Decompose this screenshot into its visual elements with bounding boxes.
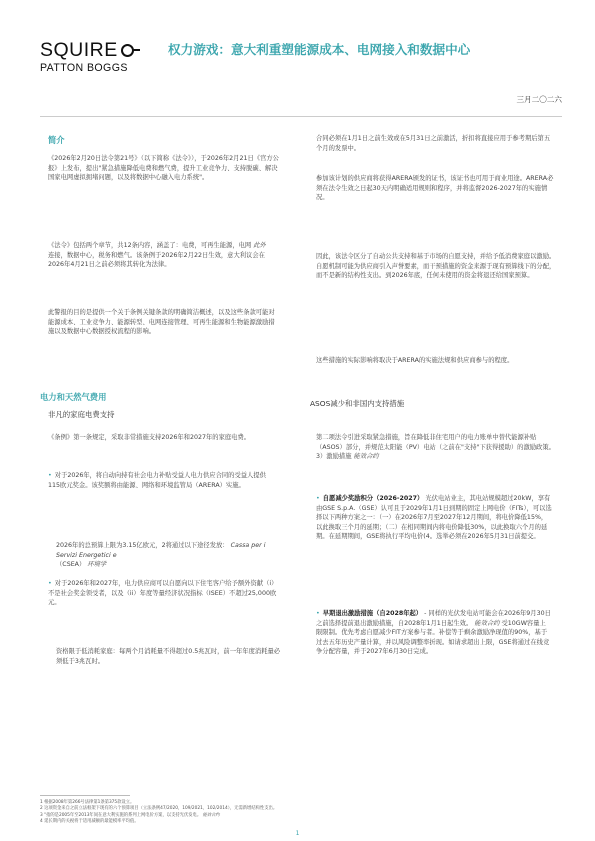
asos-bullet-1 — [316, 494, 552, 542]
power-p2-italic-2: 环境学 — [87, 561, 107, 569]
right-paragraph-4: 这些措施的实际影响将取决于ARERA的实施法规和供应商参与的程度。 — [316, 357, 514, 364]
power-bullet-2 — [48, 579, 280, 608]
asos-bullet-1-text: 光伏电站业主，其电站规模超过20kW，享有由GSE S.p.A.（GSE）认可且于2029年1月1日到期的固定上网电价（FITs），可以选择以下两种方案之一：（一）在2026年7月至2027年12月期间，将电价降低15%，以此换取三个月的延期；（二）在相同期间内将电价降低30%，以此换取六个月的延期。在延期期间，GSE将执行平均电价(4。选举必须在2026年5月31日前提交。 — [316, 495, 552, 541]
right-paragraph-2: 参加该计划的供应商将获得ARERA颁发的证书，该证书也可用于商业用途。ARERA必须在法令生效之日起30天内明确适用规则和程序，并将监督2026-2027年的实施情况。 — [316, 175, 554, 202]
power-bullet-2-text: 对于2026年和2027年，电力供应商可以自愿向以下住宅客户给予额外资献（i）不是社会奖金领受者，以及（ii）年度等量经济状况指标（ISEE）不超过25,000欧元。 — [48, 580, 278, 607]
asos-bullet-2-italic: 能效合约 — [474, 619, 500, 627]
footnote-3-italic: 能效合约 — [202, 812, 220, 818]
footnotes — [40, 800, 540, 826]
asos-p1-text: 第二项法令引进采取紧急措施，旨在降低非住宅用户的电力账单中替代能源补贴（ASOS）部分，并规范太阳能（PV）电站（之前在"支持"下获得援助）的激励政策。3）激励措施 — [316, 434, 555, 461]
logo-line2: PATTON BOGGS — [40, 62, 128, 74]
asos-p1-italic: 能效合约 — [353, 453, 379, 461]
asos-bullet-1-title: 自愿减少奖励积分（2026-2027） — [322, 495, 424, 502]
right-paragraph-1: 合同必须在1月1日之前生效或在5月31日之前激活，折扣将直接应用于参考期后第五个月的发票中。 — [316, 135, 551, 152]
page-number: 1 — [295, 830, 300, 837]
asos-bullet-2-text-b: 受10GW容量上限限制。优先考虑自愿减少FIT方案参与者。补偿等于剩余激励净现值的90%，基于过去五年历史产量计算，并以风险调整率折现。如请求超出上限，GSE将通过在线竞争分配容量，并于2027年6月30日完成。 — [316, 619, 550, 656]
footnote-2: 2 这项资金来自之前立法框架下现有的六个预算项目（立法条例47/2020，109/2021，102/2014），无需新增结构性支出。 — [40, 806, 278, 812]
power-paragraph-3: 资格限于低消耗家庭：每两个月消耗量不得超过0.5兆瓦时，前一年年度消耗量必须低于3兆瓦时。 — [56, 648, 281, 665]
intro-p2-italic: 此外 — [253, 242, 266, 249]
heading-power-gas: 电力和天然气费用 — [40, 392, 107, 402]
intro-paragraph-1: 《2026年2月20日法令第21号》（以下简称《法令》），于2026年2月21日《官方公报》上发布，提出"紧急措施降低电费和燃气费，提升工业竞争力、支持脱碳、解决国家电网虚拟拥堵问题，以及将数据中心融入电力系统"。 — [48, 155, 279, 182]
power-p2-italic: Cassa per i Servizi Energetici e — [56, 542, 266, 559]
intro-p2-text-b: 连接，数据中心，税务和燃气。该条例于2026年2月22日生效，意大利议会在2026年4月21日之前必须将其转化为法律。 — [48, 251, 265, 269]
asos-bullet-2 — [316, 609, 552, 657]
asos-bullet-2-text-a: - 同样的光伏发电站可能会在2026年9月30日之前选择提前退出激励措施，自2028年1月1日起生效。 — [316, 610, 551, 627]
bullet-icon: • — [48, 580, 52, 587]
intro-p2-text-a: 《法令》包括两个章节，共12条内容，涵盖了：电费，可再生能源，电网 — [48, 242, 252, 249]
bullet-icon: • — [316, 610, 320, 617]
bullet-icon: • — [48, 472, 52, 479]
intro-paragraph-2 — [48, 241, 280, 270]
power-bullet-1-text: 对于2026年，将自动向持有社会电力补贴受益人电力供应合同的受益人提供115欧元奖金。该奖额将由能源、网络和环境监管局（ARERA）实施。 — [48, 472, 266, 489]
power-p2-text-b: （CSEA） — [56, 561, 86, 569]
intro-paragraph-3: 此警报的目的是提供一个关于条例关键条款的明确简洁概述，以及这些条款可能对能源成本、工业竞争力、能源转型、电网连接管理、可再生能源和生物能源激励措施以及数据中心数据授权流程的影响。 — [48, 309, 275, 336]
firm-logo — [40, 40, 160, 74]
power-paragraph-1: 《条例》第一条规定，采取非常措施支持2026年和2027年的家庭电费。 — [48, 434, 251, 441]
subheading-household: 非凡的家庭电费支持 — [48, 410, 115, 419]
power-p2-text-a: 2026年的总预算上限为3.15亿欧元，2将通过以下途径发放： — [56, 542, 229, 549]
page-title: 权力游戏：意大利重塑能源成本、电网接入和数据中心 — [168, 42, 471, 57]
footnote-1: 1 根据2008年第266号法律第1条第375款设立。 — [40, 800, 135, 805]
footnote-divider — [40, 795, 130, 796]
asos-paragraph-1 — [316, 433, 556, 462]
power-paragraph-2 — [56, 541, 284, 570]
right-paragraph-3: 因此，该法令区分了自动公共支持和基于市场的自愿支持，并给予低消费家庭以激励。自愿机制可能为供应商引入声誉要素，而干预措施的资金来源于现有预算线下的分配，而不是新的结构性支出。到2026年底，任何未使用的资金将退还给国家预算。 — [316, 253, 556, 280]
heading-asos: ASOS减少和非国内支持措施 — [310, 399, 405, 408]
header-divider — [40, 116, 562, 117]
publication-date: 三月二〇二六 — [516, 95, 562, 104]
asos-bullet-2-title: 早期退出激励措施（自2028年起） — [322, 610, 423, 617]
footnote-3-text: 3 "指的是2005年至2013年间在意大利实施的系列上网电价方案，以支持光伏发电。 — [40, 812, 202, 818]
footnote-4: 4 延长期内的关税将于适用减额的最能模率平均值。 — [40, 819, 139, 825]
bullet-icon: • — [316, 495, 320, 502]
power-bullet-1 — [48, 471, 274, 490]
logo-line1: SQUIRE — [40, 39, 118, 61]
heading-intro: 简介 — [48, 135, 65, 145]
logo-ring-icon — [121, 44, 134, 57]
